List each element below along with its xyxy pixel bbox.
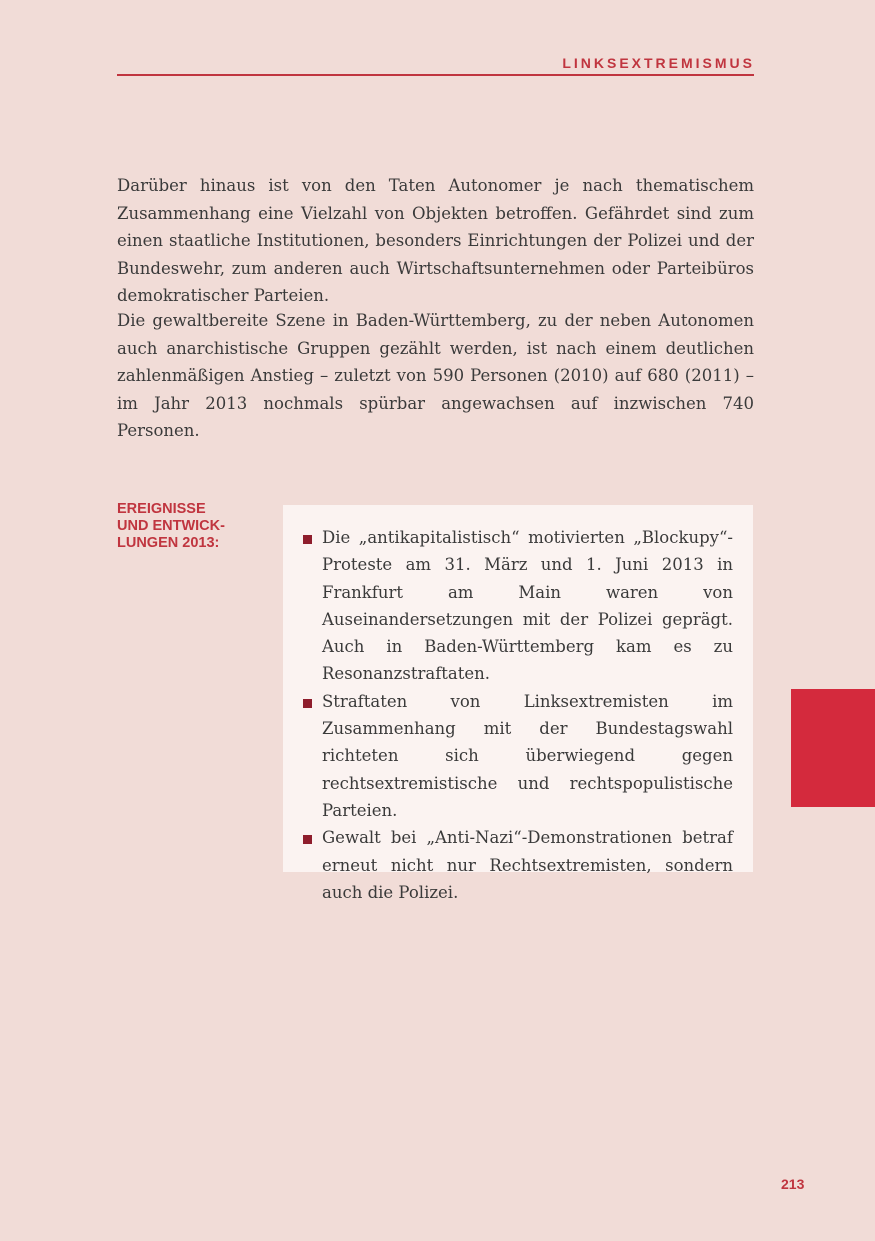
body-paragraph: Die gewaltbereite Szene in Baden-Württemberg, zu der neben Autonomen auch anarchistische Gruppen gezählt werden, ist nach einem deutlichen zahlenmäßigen Anstieg – zuletzt von 590 Personen (2010) auf 680 (2011) – im Jahr 2013 nochmals spürbar angewachsen auf inzwischen 740 Personen.: [117, 311, 754, 440]
chapter-thumb-tab: [791, 689, 875, 807]
header-rule: [117, 74, 754, 76]
event-text: Straftaten von Linksextremisten im Zusammenhang mit der Bundestagswahl richteten sich überwiegend gegen rechtsextremistische und rechtspopulistische Parteien.: [322, 691, 733, 820]
event-list-item: [303, 824, 733, 906]
events-list: [303, 524, 733, 906]
running-header-title: LINKSEXTREMISMUS: [562, 55, 755, 71]
event-text: Gewalt bei „Anti-Nazi“-Demonstrationen betraf erneut nicht nur Rechtsextremisten, sondern auch die Polizei.: [322, 828, 733, 902]
events-heading-line: UND ENTWICK-: [117, 518, 225, 534]
event-list-item: [303, 524, 733, 688]
square-bullet-icon: [303, 535, 312, 544]
events-side-heading: [117, 501, 267, 552]
square-bullet-icon: [303, 699, 312, 708]
body-paragraph: Darüber hinaus ist von den Taten Autonomer je nach thematischem Zusammenhang eine Vielzahl von Objekten betroffen. Gefährdet sind zum einen staatliche Institutionen, besonders Einrichtungen der Polizei und der Bundeswehr, zum anderen auch Wirtschaftsunternehmen oder Parteibüros demokratischer Parteien.: [117, 176, 754, 305]
event-list-item: [303, 688, 733, 824]
events-heading-line: LUNGEN 2013:: [117, 535, 220, 551]
events-heading-line: EREIGNISSE: [117, 501, 206, 517]
page-number: 213: [781, 1176, 805, 1192]
event-text: Die „antikapitalistisch“ motivierten „Blockupy“-Proteste am 31. März und 1. Juni 2013 in Frankfurt am Main waren von Auseinandersetzungen mit der Polizei geprägt. Auch in Baden-Württemberg kam es zu Resonanzstraftaten.: [322, 528, 733, 684]
square-bullet-icon: [303, 835, 312, 844]
events-box: [283, 505, 753, 902]
